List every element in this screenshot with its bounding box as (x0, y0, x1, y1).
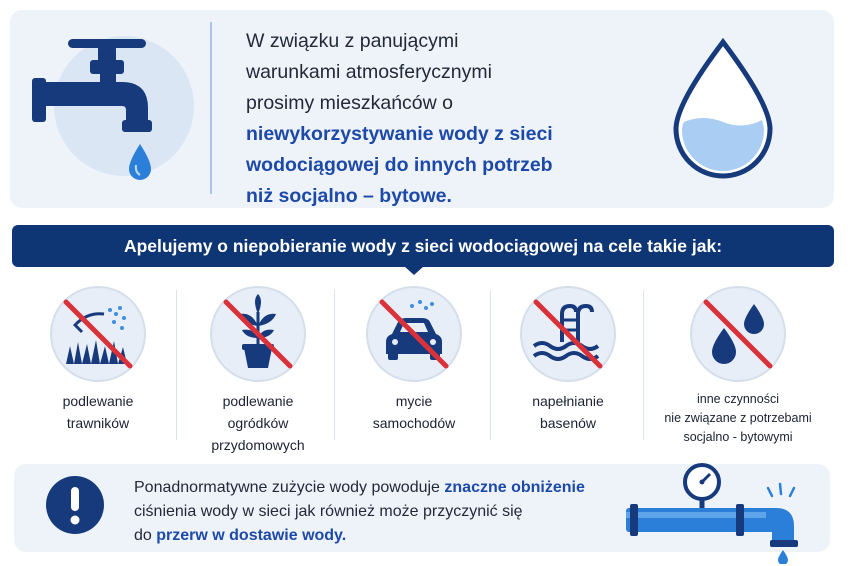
notice-text: Ponadnormatywne zużycie wody powoduje (134, 479, 445, 496)
notice-line-3 (134, 524, 614, 548)
water-drop-icon (668, 34, 778, 184)
intro-bold-line-1: niewykorzystywanie wody z sieci (246, 123, 553, 145)
item-label-line: samochodów (372, 415, 456, 431)
item-label-line: inne czynności (697, 392, 779, 406)
intro-bold-line-3: niż socjalno – bytowe. (246, 185, 452, 207)
notice-highlight: przerw w dostawie wody. (156, 527, 347, 544)
water-tap-icon (18, 24, 198, 194)
item-label-line: podlewanie (62, 393, 134, 409)
intro-line-3: prosimy mieszkańców o (246, 92, 453, 114)
intro-line-2: warunkami atmosferycznymi (246, 61, 492, 83)
pool-filling-prohibited-icon (518, 284, 618, 384)
car-washing-prohibited-icon (364, 284, 464, 384)
prohibited-use-car (336, 284, 492, 454)
prohibited-use-lawn (20, 284, 176, 454)
prohibited-use-pool (490, 284, 646, 454)
item-label (490, 390, 646, 434)
item-label-line: ogródków (227, 415, 289, 431)
notice-highlight: znaczne obniżenie (444, 479, 585, 496)
item-separator (334, 290, 335, 440)
intro-message (246, 26, 646, 212)
appeal-banner (12, 225, 834, 267)
item-label (180, 390, 336, 456)
item-label-line: napełnianie (532, 393, 604, 409)
item-label-line: mycie (395, 393, 433, 409)
item-separator (643, 290, 644, 440)
notice-text: do (134, 527, 157, 544)
garden-watering-prohibited-icon (208, 284, 308, 384)
prohibited-use-garden (180, 284, 336, 454)
exclamation-icon (44, 474, 106, 536)
item-label (20, 390, 176, 434)
item-label (336, 390, 492, 434)
intro-divider (210, 22, 212, 194)
item-label-line: nie związane z potrzebami (664, 411, 812, 425)
item-label-line: socjalno - bytowymi (683, 430, 793, 444)
item-label (660, 390, 816, 447)
pipe-pressure-gauge-icon (616, 460, 816, 564)
intro-bold-line-2: wodociągowej do innych potrzeb (246, 154, 553, 176)
item-separator (176, 290, 177, 440)
item-label-line: trawników (66, 415, 130, 431)
banner-pointer (404, 266, 424, 275)
notice-message (134, 476, 614, 548)
appeal-banner-text: Apelujemy o niepobieranie wody z sieci wodociągowej na cele takie jak: (123, 236, 723, 256)
prohibited-use-other (660, 284, 816, 454)
item-label-line: przydomowych (211, 437, 305, 453)
lawn-watering-prohibited-icon (48, 284, 148, 384)
intro-line-1: W związku z panującymi (246, 30, 459, 52)
notice-line-2: ciśnienia wody w sieci jak również może przyczynić się (134, 503, 523, 520)
other-use-prohibited-icon (688, 284, 788, 384)
item-label-line: podlewanie (222, 393, 294, 409)
item-label-line: basenów (539, 415, 597, 431)
notice-line-1 (134, 476, 614, 500)
